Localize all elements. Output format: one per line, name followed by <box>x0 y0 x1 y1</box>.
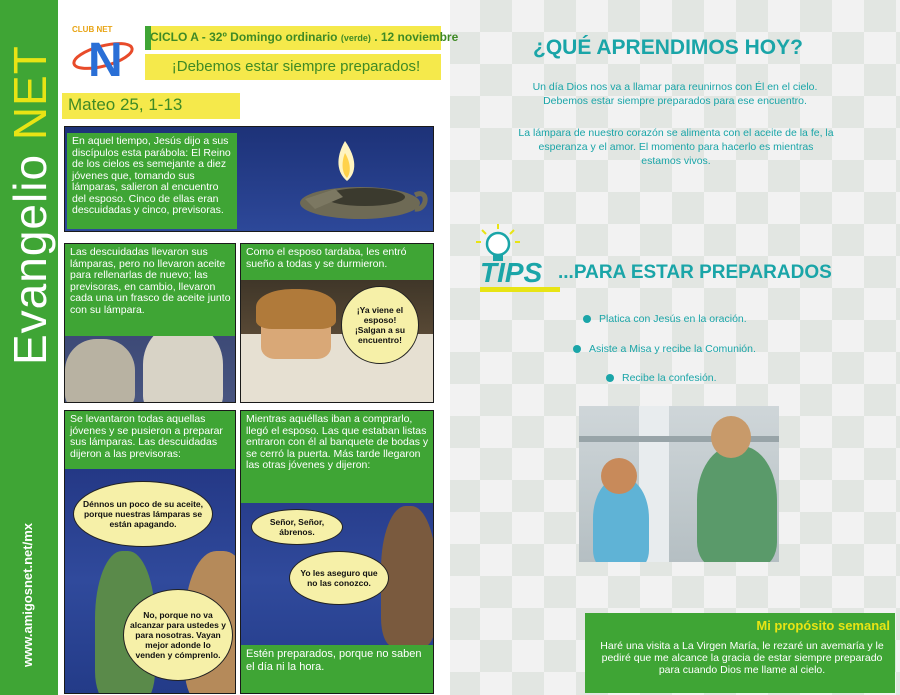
strip-url: www.amigosnet.net/mx <box>20 523 35 667</box>
proposito-text: Haré una visita a La Virgen María, le rezaré un avemaría y le pediré que me alcance la gracia de estar siempre preparado para cuando Dios me llame al cielo. <box>600 640 884 676</box>
panel-5-caption: Mientras aquéllas iban a comprarlo, llegó el esposo. Las que estaban listas entraron con él al banquete de bodas y se cerró la puerta. Más tarde llegaron las otras jóvenes y dijeron: <box>241 411 434 503</box>
panel-2 <box>64 243 236 403</box>
ciclo-color: (verde) <box>340 33 371 43</box>
panel-5-footer: Estén preparados, porque no saben el día ni la hora. <box>241 645 434 694</box>
panel-4-bubble-1: Dénnos un poco de su aceite, porque nuestras lámparas se están apagando. <box>73 481 213 547</box>
tips-heading: ...PARA ESTAR PREPARADOS <box>558 262 832 283</box>
panel-1-caption: En aquel tiempo, Jesús dijo a sus discípulos esta parábola: El Reino de los cielos es semejante a diez jóvenes que, tomando sus lámparas, salieron al encuentro del esposo. Cinco de ellas eran descuidadas y cinco, previsoras. <box>67 133 237 229</box>
panel-3 <box>240 243 434 403</box>
bullet-icon <box>583 315 591 323</box>
logo-letter: N <box>88 34 123 84</box>
priest-figure <box>697 446 777 562</box>
proposito-title: Mi propósito semanal <box>756 618 890 633</box>
sleeping-girl-hair <box>256 289 336 329</box>
tips-word: TIPS <box>480 258 560 292</box>
tip-item <box>583 313 833 329</box>
boy-head <box>601 458 637 494</box>
priest-head <box>711 416 751 458</box>
tip-item-text: Recibe la confesión. <box>622 372 717 384</box>
bullet-icon <box>573 345 581 353</box>
ciclo-text <box>150 30 459 48</box>
reading-title: Mateo 25, 1-13 <box>68 95 183 114</box>
ciclo-label: CICLO A - 32º Domingo ordinario <box>150 30 338 44</box>
tip-item-text: Platica con Jesús en la oración. <box>599 313 747 325</box>
panel-4-bubble-2: No, porque no va alcanzar para ustedes y para nosotras. Vayan mejor adonde lo venden y cómprenlo. <box>123 589 233 681</box>
panel-5-bubble-1: Señor, Señor, ábrenos. <box>251 509 343 545</box>
panel-2-caption: Las descuidadas llevaron sus lámparas, pero no llevaron aceite para rellenarlas de nuevo; las previsoras, en cambio, llevaron cada una un frasco de aceite junto con su lámpara. <box>65 244 236 336</box>
tip-item <box>573 343 823 359</box>
club-net-logo <box>68 18 138 84</box>
strip-title <box>0 45 60 365</box>
figure-girl-arm <box>65 339 135 403</box>
tip-item <box>606 372 806 388</box>
panel-3-caption: Como el esposo tardaba, les entró sueño a todas y se durmieron. <box>241 244 434 280</box>
aprendimos-para-1: Un día Dios nos va a llamar para reunirnos con Él en el cielo. Debemos estar siempre preparados para ese encuentro. <box>532 81 818 107</box>
aprendimos-title: ¿QUÉ APRENDIMOS HOY? <box>533 36 803 59</box>
strip-title-main: Evangelio <box>4 153 56 365</box>
panel-5 <box>240 410 434 694</box>
communion-illustration <box>579 406 779 562</box>
panel-5-bubble-2: Yo les aseguro que no las conozco. <box>289 551 389 605</box>
bullet-icon <box>606 374 614 382</box>
panel-4 <box>64 410 236 694</box>
tip-item-text: Asiste a Misa y recibe la Comunión. <box>589 343 756 355</box>
panel-1 <box>64 126 434 232</box>
panel-4-caption: Se levantaron todas aquellas jóvenes y se pusieron a preparar sus lámparas. Las descuidadas dijeron a las previsoras: <box>65 411 236 469</box>
oil-lamp-illustration <box>265 133 430 231</box>
strip-title-net: NET <box>4 45 56 141</box>
motto: ¡Debemos estar siempre preparados! <box>171 58 421 75</box>
aprendimos-para-2: La lámpara de nuestro corazón se alimenta con el aceite de la fe, la esperanza y el amor. El momento para hacerlo es mientras estamos vivos. <box>518 127 834 167</box>
logo-top-text: CLUB NET <box>72 25 113 34</box>
panel-3-bubble: ¡Ya viene el esposo! ¡Salgan a su encuentro! <box>341 286 419 364</box>
ciclo-date: . 12 noviembre <box>374 30 459 44</box>
